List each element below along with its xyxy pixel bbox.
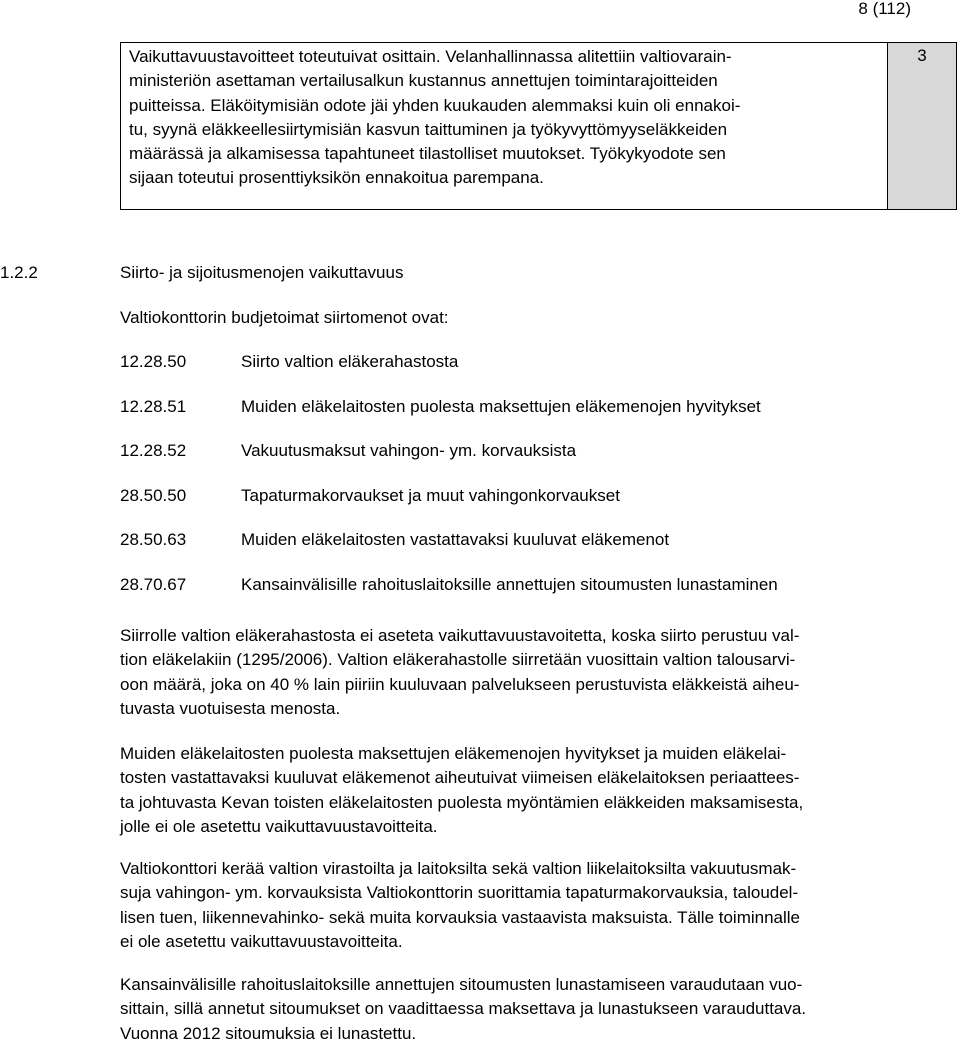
section-number: 1.2.2 bbox=[0, 263, 38, 282]
paragraph-line: suja vahingon- ym. korvauksista Valtiokonttorin suorittamia tapaturmakorvauksia, taloudel- bbox=[120, 883, 799, 903]
paragraph-line: Vuonna 2012 sitoumuksia ei lunastettu. bbox=[120, 1023, 417, 1043]
paragraph-line: Siirrolle valtion eläkerahastosta ei aseteta vaikuttavuustavoitetta, koska siirto perustuu val- bbox=[120, 626, 800, 645]
moment-code: 12.28.52 bbox=[120, 441, 187, 461]
section-title: Siirto- ja sijoitusmenojen vaikuttavuus bbox=[120, 263, 404, 282]
evaluation-score: 3 bbox=[888, 43, 956, 209]
budget-moment-list bbox=[120, 351, 920, 619]
paragraph-line: ta johtuvasta Kevan toisten eläkelaitosten puolesta myöntämien eläkkeiden maksamisesta, bbox=[120, 792, 804, 812]
paragraph-line: tuvasta vuotuisesta menosta. bbox=[120, 699, 341, 719]
moment-code: 28.50.63 bbox=[120, 530, 187, 550]
paragraph-insurance bbox=[120, 857, 950, 955]
moment-label: Siirto valtion eläkerahastosta bbox=[241, 352, 459, 371]
moment-code: 28.70.67 bbox=[120, 574, 187, 594]
paragraph-line: sittain, sillä annetut sitoumukset on vaadittaessa maksettava ja lunastukseen varauduttava. bbox=[120, 999, 807, 1019]
paragraph-line: lisen tuen, liikennevahinko- sekä muita korvauksia vastaavista maksuista. Tälle toiminnalle bbox=[120, 907, 801, 927]
evaluation-line: ministeriön asettaman vertailusalkun kustannus annettujen toimintarajoitteiden bbox=[129, 71, 718, 91]
list-item bbox=[120, 574, 920, 596]
list-item bbox=[120, 396, 920, 418]
paragraph-line: Kansainvälisille rahoituslaitoksille annettujen sitoumusten lunastamiseen varaudutaan vuo- bbox=[120, 975, 803, 994]
moment-code: 28.50.50 bbox=[120, 485, 187, 505]
paragraph-line: tion eläkelakiin (1295/2006). Valtion eläkerahastolle siirretään vuosittain valtion talousarvi- bbox=[120, 650, 796, 670]
list-item bbox=[120, 529, 920, 551]
intro-text: Valtiokonttorin budjetoimat siirtomenot ovat: bbox=[120, 308, 449, 327]
moment-label: Tapaturmakorvaukset ja muut vahingonkorvaukset bbox=[241, 485, 620, 505]
moment-label: Muiden eläkelaitosten vastattavaksi kuuluvat eläkemenot bbox=[241, 530, 670, 550]
moment-code: 12.28.50 bbox=[120, 352, 187, 371]
paragraph-line: oon määrä, joka on 40 % lain piiriin kuuluvaan palvelukseen perustuvista eläkkeistä aiheu- bbox=[120, 674, 800, 694]
paragraph-pension-fund bbox=[120, 624, 950, 722]
moment-label: Vakuutusmaksut vahingon- ym. korvauksista bbox=[241, 441, 577, 461]
paragraph-commitments bbox=[120, 973, 950, 1046]
evaluation-table bbox=[120, 42, 957, 210]
evaluation-line: määrässä ja alkamisessa tapahtuneet tilastolliset muutokset. Työkykyodote sen bbox=[129, 144, 726, 164]
moment-label: Muiden eläkelaitosten puolesta maksettujen eläkemenojen hyvitykset bbox=[241, 396, 761, 416]
evaluation-text bbox=[121, 43, 888, 209]
moment-code: 12.28.51 bbox=[120, 396, 187, 416]
list-item bbox=[120, 351, 920, 373]
evaluation-line: Vaikuttavuustavoitteet toteutuivat osittain. Velanhallinnassa alitettiin valtiovarain- bbox=[129, 47, 732, 66]
list-item bbox=[120, 440, 920, 462]
paragraph-line: Valtiokonttori kerää valtion virastoilta ja laitoksilta sekä valtion liikelaitoksilta vakuutusmak- bbox=[120, 859, 797, 878]
moment-label: Kansainvälisille rahoituslaitoksille annettujen sitoumusten lunastaminen bbox=[241, 574, 778, 594]
list-item bbox=[120, 485, 920, 507]
evaluation-line: sijaan toteutui prosenttiyksikön ennakoitua parempana. bbox=[129, 168, 544, 188]
paragraph-line: tosten vastattavaksi kuuluvat eläkemenot aiheutuivat viimeisen eläkelaitoksen periaattees- bbox=[120, 768, 800, 788]
paragraph-line: ei ole asetettu vaikuttavuustavoitteita. bbox=[120, 932, 403, 952]
paragraph-line: jolle ei ole asetettu vaikuttavuustavoitteita. bbox=[120, 817, 438, 837]
paragraph-pension-refunds bbox=[120, 742, 950, 840]
page-number: 8 (112) bbox=[858, 0, 911, 18]
evaluation-line: puitteissa. Eläköitymisiän odote jäi yhden kuukauden alemmaksi kuin oli ennakoi- bbox=[129, 95, 741, 115]
paragraph-line: Muiden eläkelaitosten puolesta maksettujen eläkemenojen hyvitykset ja muiden eläkelai- bbox=[120, 744, 787, 763]
evaluation-line: tu, syynä eläkkeellesiirtymisiän kasvun taittuminen ja työkyvyttömyyseläkkeiden bbox=[129, 119, 728, 139]
